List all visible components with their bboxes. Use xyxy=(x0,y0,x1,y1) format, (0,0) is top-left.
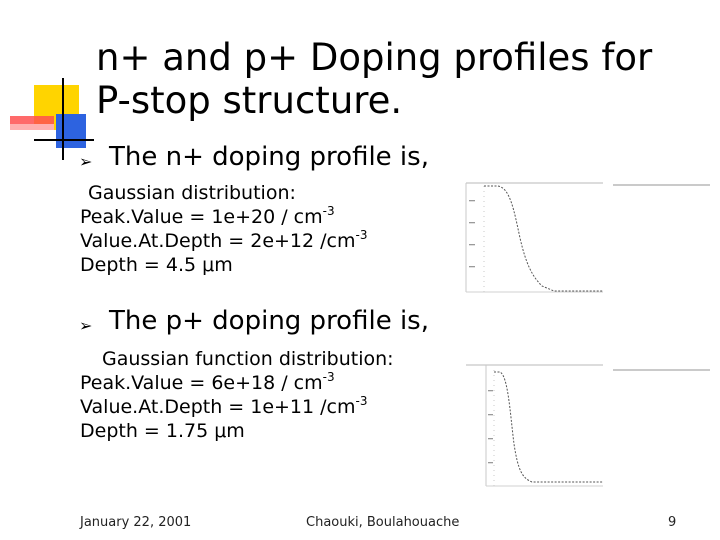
footer-author: Chaouki, Boulahouache xyxy=(306,515,460,530)
detail-line xyxy=(80,347,394,371)
detail-line xyxy=(80,395,394,419)
detail-text: Depth = 4.5 μm xyxy=(80,254,233,276)
detail-line xyxy=(80,419,394,443)
pink-bar xyxy=(10,124,54,130)
detail-text: Gaussian function distribution: xyxy=(102,348,394,370)
detail-text: Gaussian distribution: xyxy=(88,182,296,204)
arrow-bullet-icon: ➢ xyxy=(79,152,93,171)
detail-line xyxy=(80,181,367,205)
detail-line xyxy=(80,253,367,277)
arrow-bullet-icon: ➢ xyxy=(79,316,93,335)
p-plus-details xyxy=(80,347,394,443)
detail-text: Depth = 1.75 μm xyxy=(80,420,245,442)
detail-text: Value.At.Depth = 2e+12 /cm xyxy=(80,230,356,252)
footer-date: January 22, 2001 xyxy=(80,515,192,530)
detail-sup: -3 xyxy=(322,370,335,384)
detail-line xyxy=(80,229,367,253)
detail-line xyxy=(80,371,394,395)
detail-sup: -3 xyxy=(355,228,368,242)
detail-line xyxy=(80,205,367,229)
detail-sup: -3 xyxy=(355,394,368,408)
p-plus-profile-plot-image xyxy=(458,362,713,490)
detail-text: Peak.Value = 1e+20 / cm xyxy=(80,206,323,228)
bullet-n-plus xyxy=(79,142,429,172)
slide-title xyxy=(96,36,706,122)
detail-text: Peak.Value = 6e+18 / cm xyxy=(80,372,323,394)
footer-page-number: 9 xyxy=(668,515,677,530)
detail-text: Value.At.Depth = 1e+11 /cm xyxy=(80,396,356,418)
blue-square xyxy=(56,114,86,148)
title-line-2: P-stop structure. xyxy=(96,79,403,122)
bullet-heading: The n+ doping profile is, xyxy=(109,142,429,172)
logo-decoration xyxy=(0,0,100,160)
bullet-heading: The p+ doping profile is, xyxy=(109,306,429,336)
logo-vertical-line xyxy=(62,78,64,160)
n-plus-profile-plot-image xyxy=(458,180,713,295)
logo-horizontal-line xyxy=(34,139,94,141)
detail-sup: -3 xyxy=(322,204,335,218)
bullet-p-plus xyxy=(79,306,429,336)
title-line-1: n+ and p+ Doping profiles for xyxy=(96,36,653,79)
n-plus-details xyxy=(80,181,367,277)
